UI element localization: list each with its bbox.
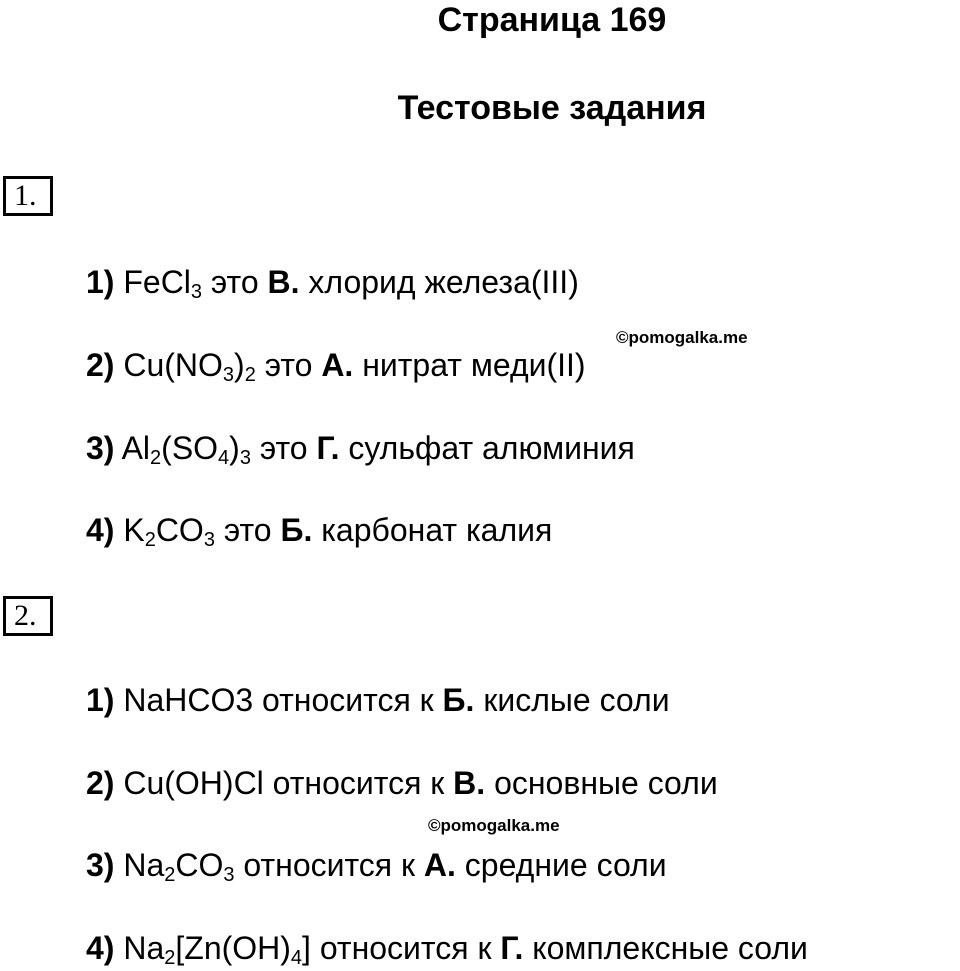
answer-letter: Б. — [280, 512, 313, 548]
item-number: 4) — [86, 930, 115, 966]
answer-line — [86, 845, 667, 885]
formula: $Na_2CO_3$ — [123, 847, 235, 886]
answer-line — [86, 345, 586, 385]
item-number: 4) — [86, 512, 115, 548]
answer-letter: А. — [321, 347, 354, 383]
verb: относится к — [272, 765, 445, 801]
formula: $K_2CO_3$ — [123, 512, 215, 551]
verb: относится к — [243, 847, 415, 883]
verb: это — [210, 264, 259, 300]
formula: NaHCO3 — [123, 682, 254, 718]
answer-text: комплексные соли — [532, 930, 808, 966]
answer-text: основные соли — [494, 765, 718, 801]
verb: относится к — [262, 682, 434, 718]
answer-line — [86, 510, 552, 550]
answer-text: кислые соли — [483, 682, 670, 718]
answer-letter: А. — [423, 847, 456, 883]
formula: $Al_2(SO_4)_3$ — [121, 430, 251, 469]
answer-line — [86, 262, 579, 302]
item-number: 1) — [86, 682, 115, 718]
task-number-box: 1. — [3, 176, 53, 216]
answer-letter: Б. — [442, 682, 475, 718]
answer-text: нитрат меди(II) — [362, 347, 586, 383]
answer-text: средние соли — [464, 847, 667, 883]
verb: это — [223, 512, 272, 548]
answer-letter: В. — [267, 264, 300, 300]
verb: это — [259, 430, 308, 466]
verb: относится к — [319, 930, 492, 966]
formula: Cu(OH)Cl — [123, 765, 264, 801]
item-number: 3) — [86, 847, 115, 883]
formula: $Na_2[Zn(OH)_4]$ — [123, 930, 311, 969]
answer-line — [86, 428, 635, 468]
answer-text: хлорид железа(III) — [308, 264, 579, 300]
section-title: Тестовые задания — [397, 89, 707, 127]
answer-line — [86, 928, 808, 968]
answer-letter: Г. — [500, 930, 524, 966]
page-title: Страница 169 — [437, 1, 667, 39]
watermark: ©pomogalka.me — [616, 328, 748, 347]
item-number: 2) — [86, 765, 115, 801]
task-number-box: 2. — [3, 596, 53, 636]
answer-line — [86, 763, 718, 803]
formula: FeCl$_3$ — [123, 264, 203, 303]
watermark: ©pomogalka.me — [428, 816, 560, 835]
item-number: 2) — [86, 347, 115, 383]
answer-line — [86, 680, 670, 720]
answer-text: сульфат алюминия — [348, 430, 635, 466]
answer-letter: В. — [453, 765, 486, 801]
item-number: 1) — [86, 264, 115, 300]
item-number: 3) — [86, 430, 115, 466]
answer-letter: Г. — [316, 430, 340, 466]
formula: $Cu(NO_3)_2$ — [123, 347, 256, 386]
verb: это — [264, 347, 313, 383]
answer-text: карбонат калия — [321, 512, 553, 548]
